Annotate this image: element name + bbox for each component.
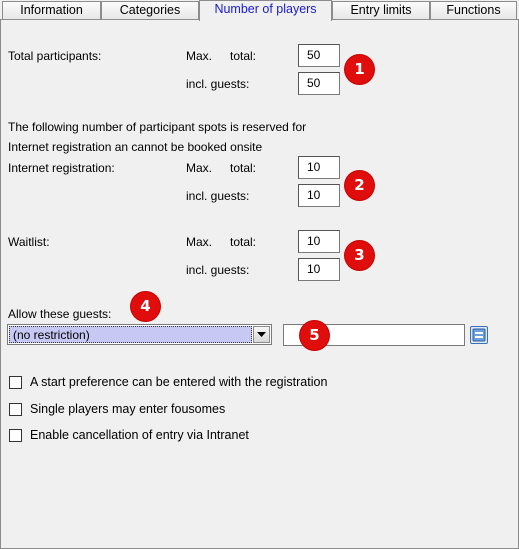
tab-categories[interactable]: Categories: [101, 1, 199, 20]
tab-information[interactable]: Information: [2, 1, 101, 20]
callout-1: 1: [345, 55, 374, 84]
waitlist-guests-input[interactable]: 10: [298, 258, 340, 281]
waitlist-max-label: Max.: [186, 235, 213, 249]
waitlist-label: Waitlist:: [8, 235, 50, 249]
total-guests-input[interactable]: 50: [298, 72, 340, 95]
internet-max-label: Max.: [186, 161, 213, 175]
callout-2: 2: [345, 171, 374, 200]
waitlist-guests-label: incl. guests:: [186, 263, 250, 277]
start-preference-checkbox[interactable]: [9, 376, 22, 389]
tab-bar: [0, 0, 519, 20]
chevron-down-icon[interactable]: [253, 326, 270, 343]
total-max-input[interactable]: 50: [298, 44, 340, 67]
cancellation-label: Enable cancellation of entry via Intranet: [30, 428, 249, 442]
tab-panel: [0, 19, 519, 549]
tab-entry-limits[interactable]: Entry limits: [332, 1, 430, 20]
total-max-label: Max.: [186, 49, 213, 63]
tab-number-of-players[interactable]: Number of players: [199, 0, 332, 21]
callout-5: 5: [300, 321, 329, 350]
single-players-label: Single players may enter fousomes: [30, 402, 226, 416]
guests-dropdown-value: (no restriction): [9, 326, 252, 343]
start-preference-label: A start preference can be entered with the registration: [30, 375, 328, 389]
internet-registration-label: Internet registration:: [8, 161, 115, 175]
callout-3: 3: [345, 241, 374, 270]
internet-max-input[interactable]: 10: [298, 156, 340, 179]
reserved-note-line2: Internet registration an cannot be booked onsite: [8, 140, 263, 154]
total-participants-label: Total participants:: [8, 49, 102, 63]
allow-guests-label: Allow these guests:: [8, 307, 112, 321]
total-total-label: total:: [230, 49, 257, 63]
cancellation-checkbox[interactable]: [9, 429, 22, 442]
waitlist-max-input[interactable]: 10: [298, 230, 340, 253]
waitlist-total-label: total:: [230, 235, 257, 249]
total-guests-label: incl. guests:: [186, 77, 250, 91]
tab-functions[interactable]: Functions: [430, 1, 517, 20]
internet-guests-input[interactable]: 10: [298, 184, 340, 207]
single-players-checkbox[interactable]: [9, 403, 22, 416]
internet-total-label: total:: [230, 161, 257, 175]
guest-picker-button[interactable]: [470, 326, 488, 344]
callout-4: 4: [131, 292, 160, 321]
reserved-note-line1: The following number of participant spots is reserved for: [8, 120, 307, 134]
internet-guests-label: incl. guests:: [186, 189, 250, 203]
guests-dropdown[interactable]: [7, 324, 272, 345]
